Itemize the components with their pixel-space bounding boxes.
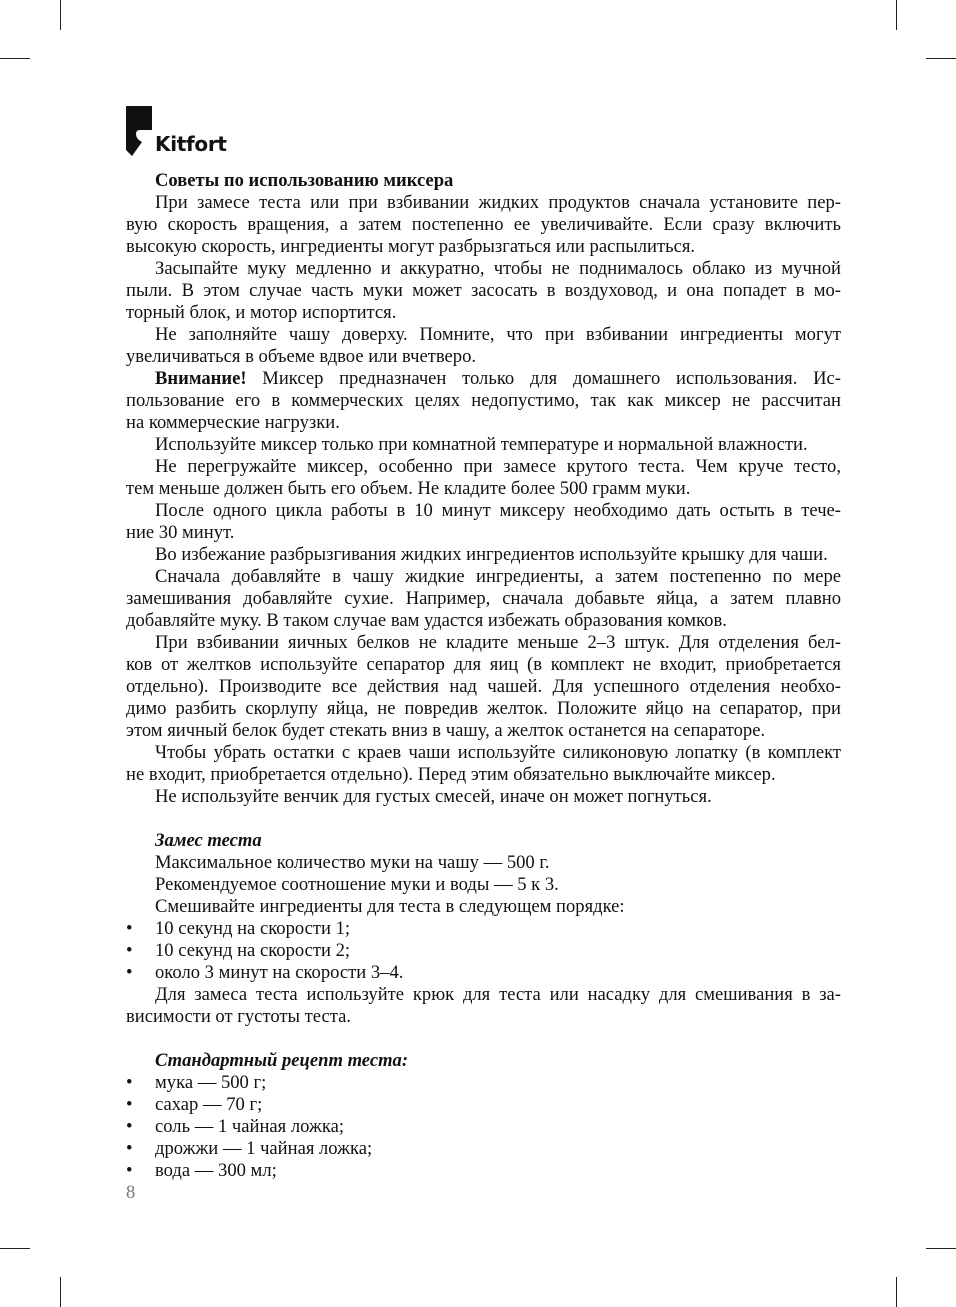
text-line: димо разбить скорлупу яйца, не повредив желток. Положите яйцо на сепаратор, при <box>126 698 841 719</box>
subsection-title: Замес теста <box>155 830 262 851</box>
paragraph <box>126 500 841 544</box>
list-item: • вода — 300 мл; <box>126 1160 841 1182</box>
paragraph <box>126 742 841 786</box>
text-line: Сначала добавляйте в чашу жидкие ингредиенты, а затем постепенно по мере <box>155 566 841 587</box>
text-line: Во избежание разбрызгивания жидких ингредиентов используйте крышку для чаши. <box>155 544 828 565</box>
warning-label: Внимание! <box>155 368 247 389</box>
blank <box>126 1028 841 1050</box>
crop-mark <box>896 0 897 30</box>
list-item: • около 3 минут на скорости 3–4. <box>126 962 841 984</box>
list-item: • 10 секунд на скорости 2; <box>126 940 841 962</box>
paragraph <box>126 456 841 500</box>
text-line: пыли. В этом случае часть муки может засосать в воздуховод, и она попадет в мо- <box>126 280 841 301</box>
section-title: Советы по использованию миксера <box>155 170 454 191</box>
text-line: Используйте миксер только при комнатной температуре и нормальной влажности. <box>155 434 808 455</box>
brand-name: Kitfort <box>155 132 227 156</box>
text-line: этом яичный белок будет стекать вниз в чашу, а желток останется на сепараторе. <box>126 720 766 741</box>
paragraph <box>126 258 841 324</box>
text-line: пользование его в коммерческих целях недопустимо, так как миксер не рассчитан <box>126 390 841 411</box>
text-line: Не используйте венчик для густых смесей, иначе он может погнуться. <box>155 786 712 807</box>
text-line: Не заполняйте чашу доверху. Помните, что при взбивании ингредиенты могут <box>155 324 841 345</box>
text-line: высокую скорость, ингредиенты могут разбрызгаться или распылиться. <box>126 236 696 257</box>
paragraph <box>126 786 841 808</box>
text-line: висимости от густоты теста. <box>126 1006 351 1027</box>
bullet-list <box>126 918 841 984</box>
subheading <box>126 830 841 852</box>
list-item: • дрожжи — 1 чайная ложка; <box>126 1138 841 1160</box>
paragraph <box>126 544 841 566</box>
kitfort-logo-icon <box>126 106 152 161</box>
text-line: При взбивании яичных белков не кладите меньше 2–3 штук. Для отделения бел- <box>155 632 841 653</box>
crop-mark <box>60 0 61 30</box>
list-item: • сахар — 70 г; <box>126 1094 841 1116</box>
text-line: Рекомендуемое соотношение муки и воды — 5 к 3. <box>155 874 559 895</box>
text-line: не входит, приобретается отдельно). Перед этим обязательно выключайте миксер. <box>126 764 776 785</box>
bullet-list <box>126 1072 841 1182</box>
page-number: 8 <box>126 1182 136 1203</box>
text-line: вую скорость вращения, а затем постепенно ее увеличивайте. Если сразу включить <box>126 214 841 235</box>
paragraph <box>126 632 841 742</box>
text-line: увеличиваться в объеме вдвое или вчетверо. <box>126 346 477 367</box>
text-line: добавляйте муку. В таком случае вам удастся избежать образования комков. <box>126 610 727 631</box>
subheading <box>126 1050 841 1072</box>
heading <box>126 170 841 192</box>
text-line: тем меньше должен быть его объем. Не кладите более 500 грамм муки. <box>126 478 691 499</box>
text-line: При замесе теста или при взбивании жидких продуктов сначала установите пер- <box>155 192 841 213</box>
paragraph <box>126 896 841 918</box>
crop-mark <box>926 58 956 59</box>
text-line: После одного цикла работы в 10 минут миксеру необходимо дать остыть в тече- <box>155 500 841 521</box>
subsection-title: Стандартный рецепт теста: <box>155 1050 409 1071</box>
list-item: • соль — 1 чайная ложка; <box>126 1116 841 1138</box>
text-line: торный блок, и мотор испортится. <box>126 302 397 323</box>
text-line: Смешивайте ингредиенты для теста в следующем порядке: <box>155 896 625 917</box>
crop-mark <box>0 58 30 59</box>
paragraph <box>126 984 841 1028</box>
paragraph <box>126 874 841 896</box>
crop-mark <box>896 1277 897 1307</box>
crop-mark <box>0 1248 30 1249</box>
text-line: Засыпайте муку медленно и аккуратно, чтобы не поднималось облако из мучной <box>155 258 841 279</box>
paragraph <box>126 852 841 874</box>
paragraph <box>126 368 841 434</box>
document-body <box>126 170 841 1204</box>
list-item: • мука — 500 г; <box>126 1072 841 1094</box>
blank <box>126 808 841 830</box>
crop-mark <box>60 1277 61 1307</box>
text-line: замешивания добавляйте сухие. Например, сначала добавьте яйца, а затем плавно <box>126 588 841 609</box>
text-line: Чтобы убрать остатки с краев чаши используйте силиконовую лопатку (в комплект <box>155 742 841 763</box>
paragraph <box>126 192 841 258</box>
text-line: Максимальное количество муки на чашу — 500 г. <box>155 852 550 873</box>
crop-mark <box>926 1248 956 1249</box>
text-line <box>126 1028 841 1050</box>
text-line: Не перегружайте миксер, особенно при замесе крутого теста. Чем круче тесто, <box>155 456 841 477</box>
paragraph <box>126 434 841 456</box>
text-line <box>126 808 841 830</box>
text-line: на коммерческие нагрузки. <box>126 412 340 433</box>
list-item: • 10 секунд на скорости 1; <box>126 918 841 940</box>
text-line: ков от желтков используйте сепаратор для яиц (в комплект не входит, приобретается <box>126 654 841 675</box>
paragraph <box>126 566 841 632</box>
paragraph <box>126 324 841 368</box>
text-line: отдельно). Производите все действия над чашей. Для успешного отделения необхо- <box>126 676 841 697</box>
text-line: Внимание! Миксер предназначен только для домашнего использования. Ис- <box>155 368 841 389</box>
text-line: Для замеса теста используйте крюк для теста или насадку для смешивания в за- <box>155 984 841 1005</box>
text-line: ние 30 минут. <box>126 522 235 543</box>
